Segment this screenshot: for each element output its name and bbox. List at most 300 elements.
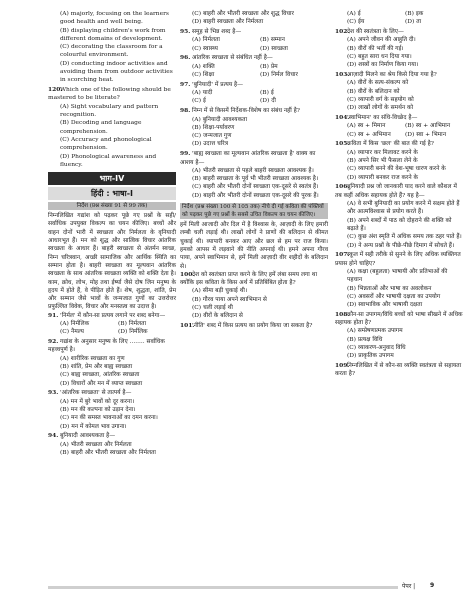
option-label: (C) <box>347 53 357 60</box>
question-number: 95. <box>180 28 191 36</box>
option-label: (A) <box>347 11 356 17</box>
option <box>335 285 463 293</box>
option-label: (B) <box>60 363 69 370</box>
option-text: निर्मलता <box>202 37 220 44</box>
option <box>347 122 405 130</box>
q107 <box>335 251 463 309</box>
option <box>118 328 176 336</box>
q101-options <box>335 10 463 27</box>
option-label: (D) <box>347 353 357 360</box>
footer-rule <box>48 586 398 589</box>
option <box>260 97 328 105</box>
column-left <box>48 10 176 459</box>
option <box>347 10 405 18</box>
option-label: (D) <box>60 60 70 67</box>
option <box>260 89 328 97</box>
page-footer <box>0 582 475 592</box>
q100 <box>180 271 328 321</box>
option <box>180 296 328 304</box>
option <box>192 71 260 79</box>
option-text: निर्मल विचार <box>271 72 298 79</box>
option-text: मन में कोमल भाव उगाना। <box>71 423 127 430</box>
option-row <box>180 71 328 79</box>
question-number: 97. <box>180 80 191 88</box>
question-text: कविता में किस 'छल' की बात की गई है? <box>347 141 434 148</box>
option <box>335 36 463 44</box>
option <box>347 131 405 139</box>
option-label: (B) <box>260 90 269 97</box>
section-bar-part-iv: भाग-IV <box>48 172 176 185</box>
question-text: गद्यांश के अनुसार मनुष्य के लिए ........ सर्वाधिक महत्त्वपूर्ण है। <box>48 339 165 354</box>
option <box>48 153 176 170</box>
option-label: (B) <box>260 37 269 44</box>
option-row <box>180 36 328 44</box>
option <box>405 122 463 130</box>
option-text: निर्मलता <box>128 321 147 327</box>
question-number: 108. <box>335 310 350 318</box>
option-label: (C) <box>192 72 202 79</box>
option <box>335 268 463 285</box>
question-number: 92. <box>48 338 59 346</box>
option-row <box>180 45 328 53</box>
option-text: दी <box>271 98 276 105</box>
q96 <box>180 54 328 79</box>
option <box>48 414 176 422</box>
option-text: चली लड़ाई थी <box>202 305 233 311</box>
option <box>347 18 405 26</box>
option-label: (A) <box>347 37 356 44</box>
option <box>180 10 328 18</box>
option <box>335 61 463 69</box>
option <box>48 27 176 44</box>
option-label: (B) <box>60 449 69 456</box>
question-text: देश की स्वतंत्रता के लिए— <box>347 29 404 36</box>
option-label: (D) <box>60 423 70 430</box>
question-number: 104. <box>335 114 350 122</box>
option-text: Accuracy and phonological comprehension. <box>60 136 152 152</box>
option-label: (C) <box>347 166 357 173</box>
option <box>48 103 176 120</box>
option <box>192 89 260 97</box>
option-text: बाहरी और भीतरी दोनों स्वच्छता एक-दूसरे से स्वतंत्र हैं। <box>202 184 319 191</box>
option-text: मन में बुरे भावों को दूर करना। <box>70 398 135 405</box>
option <box>192 97 260 105</box>
option-text: मन की समस्त भावनाओं का दमन करना। <box>70 415 158 422</box>
option <box>180 312 328 320</box>
option-text: वे सभी बुनियादी का प्रयोग करने में सक्षम होते हैं और आत्मविश्वास से प्रयोग करते हैं। <box>347 201 460 216</box>
option <box>260 63 328 71</box>
q98 <box>180 107 328 148</box>
option-text: विचारों और मन में व्याप्त स्वच्छता <box>71 380 143 387</box>
option-label: (A) <box>192 288 201 295</box>
question-number: 100. <box>180 270 195 278</box>
question-number: 99. <box>180 150 191 158</box>
option-text: शिक्षा <box>202 72 215 79</box>
option <box>335 327 463 335</box>
option <box>405 18 463 26</box>
q101 <box>180 322 328 330</box>
option-text: व्यापारी बनने की वेश-भूषा धारण करने के <box>357 166 446 173</box>
question-text: Which one of the following should be mastered to be literate? <box>48 87 171 102</box>
option-row <box>180 89 328 97</box>
option-label: (D) <box>192 313 202 320</box>
option <box>48 449 176 457</box>
option <box>48 380 176 388</box>
option <box>180 175 328 183</box>
option-text: यादी <box>202 90 213 97</box>
option <box>192 63 260 71</box>
option <box>48 363 176 371</box>
option-label: (A) <box>347 149 356 156</box>
option <box>60 328 118 336</box>
option <box>180 304 328 312</box>
question-number: 98. <box>180 107 191 115</box>
question-number: 105. <box>335 140 350 148</box>
option-text: स्व + अभिमान <box>357 131 391 138</box>
option <box>180 124 328 132</box>
option-label: (D) <box>347 62 357 69</box>
option-label: (D) <box>192 192 202 199</box>
column-middle <box>180 10 328 332</box>
option-text: ता <box>416 19 422 26</box>
option <box>48 441 176 449</box>
option-text: लाखों लोगों के समर्थन को <box>358 105 414 112</box>
option-text: शांति, प्रेम और बाह्य स्वच्छता <box>70 363 133 370</box>
question-text: 'आंतरिक स्वच्छता' से तात्पर्य है— <box>60 390 132 397</box>
option-label: (C) <box>347 19 357 26</box>
option-label: (C) <box>60 415 70 422</box>
q92 <box>48 338 176 388</box>
option-text: अपने सिर भी फैसला लेने के <box>357 158 418 165</box>
option-text: व्यापार कर मिलावट करने के <box>357 149 418 156</box>
option <box>405 131 463 139</box>
option <box>180 116 328 124</box>
option <box>335 157 463 165</box>
question-text: निम्नलिखित में से कौन-सा व्यक्ति स्वतंत्रता से सहायता करता है? <box>335 363 462 378</box>
poem-text: हमें मिली आजादी और दिल में है विश्वास के, आज़ादी के लिए हमारी लम्बी चली लड़ाई थी। लाखों लोगों ने प्राणों की बलिदान से कीमत चुकाई थी। व्यापारी बनकर आए और छल से हम पर राज किया। हमको आपस में लड़वाने की नीति अपनाई थी। हमने अपना गौरव पाया, अपने स्वाभिमान से, हमें मिली आज़ादी वीर शहीदों के बलिदान से। <box>180 222 328 270</box>
option <box>180 183 328 191</box>
question-number: 93. <box>48 389 59 397</box>
option <box>335 352 463 360</box>
option <box>48 60 176 85</box>
option-text: निर्मलिक <box>70 321 90 327</box>
option-label: (B) <box>347 217 356 224</box>
option-label: (C) <box>60 329 70 336</box>
option-text: प्रेम <box>270 63 278 70</box>
page-number: 9 <box>430 582 435 589</box>
option <box>335 233 463 241</box>
option-label: (A) <box>347 328 356 335</box>
option-label: (A) <box>60 441 69 448</box>
question-text: 'निर्मल' में कौन-सा प्रत्यय लगाने पर शब्द बनेगा— <box>60 312 166 319</box>
option-label: (C) <box>192 184 202 191</box>
q95 <box>180 28 328 53</box>
q91 <box>48 312 176 337</box>
option <box>335 242 463 250</box>
option <box>335 104 463 112</box>
question-text: 'बाह्य स्वच्छता का मूल्यवान आंतरिक स्वच्छता है' वाक्य का आशय है— <box>180 151 316 166</box>
option <box>48 423 176 431</box>
q103 <box>335 71 463 112</box>
option <box>335 336 463 344</box>
option-label: (B) <box>192 296 201 303</box>
option-label: (B) <box>347 45 356 52</box>
question-number: 101. <box>180 322 195 330</box>
option <box>48 136 176 153</box>
option-label: (B) <box>118 321 127 327</box>
option-label: (A) <box>60 11 69 17</box>
option-text: वीरों की भर्ती की गई। <box>357 45 404 52</box>
option-label: (B) <box>60 27 69 34</box>
instruction-banner: निर्देश (प्रश्न संख्या 91 से 99 तक) <box>48 202 176 210</box>
option <box>180 132 328 140</box>
option-text: ईय <box>357 19 365 26</box>
option-row <box>180 97 328 105</box>
option-text: व्याकरण-अनुवाद विधि <box>357 345 406 352</box>
q120 <box>48 86 176 169</box>
option-row <box>48 320 176 328</box>
option-text: ई <box>357 11 361 17</box>
option-text: Sight vocabulary and pattern recognition. <box>60 103 159 119</box>
option-label: (B) <box>192 124 201 131</box>
question-text: 'बुनियादी' में प्रत्यय है— <box>192 81 244 88</box>
option-label: (C) <box>192 133 202 140</box>
option <box>192 45 260 53</box>
question-text: बुनियादी आवश्यकता है— <box>60 433 116 440</box>
option-text: वीरों के बलिदान से <box>203 313 243 320</box>
option-label: (D) <box>192 141 202 148</box>
option-text: Phonological awareness and fluency. <box>60 153 157 168</box>
option-label: (A) <box>192 167 201 174</box>
option-label: (A) <box>192 90 201 97</box>
option <box>48 355 176 363</box>
question-text: निम्न में से किसमें निर्देशक-विशेष का संबंध नहीं है? <box>192 108 300 115</box>
option <box>48 43 176 60</box>
option-text: Decoding and language comprehension. <box>60 120 142 135</box>
option-text: भिन्नताओं और भाषा का अवलोकन <box>357 285 432 292</box>
option <box>335 344 463 352</box>
option <box>48 406 176 414</box>
question-number: 106. <box>335 183 350 191</box>
option-label: (D) <box>118 329 128 336</box>
option <box>335 293 463 301</box>
option-row <box>180 63 328 71</box>
option-label: (B) <box>60 406 69 413</box>
option-text: सम्मान <box>270 37 285 44</box>
option-text: सीमा बड़ी चुकाई थी। <box>202 288 248 295</box>
option <box>335 165 463 173</box>
option-label: (C) <box>192 45 202 52</box>
option-text: इक <box>415 11 424 17</box>
option-text: बाह्य स्वच्छता, आंतरिक स्वच्छता <box>70 372 140 379</box>
option-label: (D) <box>260 98 270 105</box>
option <box>260 45 328 53</box>
option <box>260 36 328 44</box>
option-label: (A) <box>192 116 201 123</box>
option-label: (C) <box>60 372 70 379</box>
option-label: (D) <box>347 174 357 181</box>
option <box>192 36 260 44</box>
option-text: majorly, focusing on the learners good health and well being. <box>60 11 169 26</box>
option-row <box>335 18 463 26</box>
option-label: (D) <box>60 380 70 387</box>
question-text: देश को स्वतंत्रता प्राप्त करने के लिए हमें लंबा समय लगा था क्योंकि इस कविता के किस अर्थ में प्रतिबिंबित होता है? <box>180 271 317 287</box>
option-text: बाहरी और भीतरी दोनों स्वच्छता एक-दूसरे की पूरक हैं। <box>203 192 319 199</box>
option-text: ई <box>270 90 274 97</box>
option <box>335 96 463 104</box>
option <box>180 192 328 200</box>
option <box>48 119 176 136</box>
option-text: जन्मजात गुण <box>202 133 232 140</box>
option-label: (B) <box>60 120 69 127</box>
option-label: (A) <box>60 103 69 110</box>
option-label: (D) <box>347 302 357 309</box>
option-label: (A) <box>60 321 69 327</box>
option-text: decorating the classroom for a colourful environment. <box>60 44 163 59</box>
option-text: शिक्षा-पर्यावरण <box>202 124 235 131</box>
option-label: (D) <box>260 45 270 52</box>
option-text: ने अन्य प्रश्नों के पीछे-पीछे दिमाग में सोचते हैं। <box>358 242 455 249</box>
option-text: displaying children's work from different domains of development. <box>60 27 166 42</box>
option-label: (A) <box>347 80 356 87</box>
option-text: स्व + मिमान <box>357 123 386 130</box>
footer-label: पेपर | <box>402 583 416 590</box>
option-text: वीरों के सत्य-संकल्प को <box>357 80 409 87</box>
option-label: (A) <box>347 123 356 130</box>
option-text: भीतरी स्वच्छता और निर्मलता <box>70 441 132 448</box>
option-label: (C) <box>60 44 70 51</box>
q99 <box>180 150 328 200</box>
instruction-banner-2: निर्देश (प्रश्न संख्या 100 से 105 तक) नीचे दी गई कविता की पंक्तियों को पढ़कर पूछे गए प्रश्नों के सबसे उचित विकल्प का चयन कीजिए। <box>180 203 328 219</box>
option <box>180 18 328 26</box>
option-text: व्यापारी बनकर राज करने के <box>358 174 419 181</box>
question-text: आंतरिक स्वच्छता से संबंधित नहीं है— <box>192 55 273 62</box>
option <box>48 371 176 379</box>
option-text: प्रत्यक्ष विधि <box>357 336 383 343</box>
option-text: conducting indoor activities and avoiding them from outdoor activities in scorching heat. <box>60 60 173 84</box>
option <box>335 45 463 53</box>
question-number: 91. <box>48 311 59 319</box>
q97 <box>180 81 328 106</box>
option-label: (C) <box>347 345 357 352</box>
option-label: (B) <box>347 285 356 292</box>
option-label: (D) <box>405 19 415 26</box>
option-label: (A) <box>347 268 356 275</box>
option <box>180 167 328 175</box>
option-label: (B) <box>405 11 414 17</box>
question-text: 'स्वाभिमान' का संधि-विच्छेद है— <box>347 115 418 122</box>
option-text: कक्षा (बहुलता) भाषायी और प्रतिभाओं की पहचान <box>347 268 448 284</box>
question-number: 94. <box>48 432 59 440</box>
option-text: शारीरिक स्वच्छता का गुण <box>70 355 125 362</box>
question-text: समूह से भिन्न शब्द है— <box>192 29 242 36</box>
option-text: ई <box>202 98 206 105</box>
option-text: वीरों के बलिदान को <box>357 88 400 95</box>
option <box>335 79 463 87</box>
option-label: (D) <box>260 72 270 79</box>
option-label: (A) <box>60 398 69 405</box>
option-row <box>335 122 463 130</box>
q104 <box>335 114 463 139</box>
option <box>180 140 328 148</box>
option-text: बाहरी स्वच्छता के पूर्व भी भीतरी स्वच्छता आवश्यक है। <box>202 176 319 183</box>
question-text: कौन-सा उपागम/विधि बच्चों को भाषा सीखने में अधिक सहायक होता है? <box>335 311 463 327</box>
option-label: (B) <box>260 63 269 70</box>
question-text: 'नीति' शब्द में किस प्रत्यय का प्रयोग किया जा सकता है? <box>192 323 313 330</box>
q119-options <box>48 10 176 85</box>
option-label: (C) <box>347 234 357 241</box>
option-text: कुछ अंश स्मृति में अधिक समय तक ठहर पाते हैं। <box>357 234 462 241</box>
option-text: स्व + आभिमान <box>415 123 451 130</box>
option-label: (C) <box>347 96 357 103</box>
option <box>335 200 463 217</box>
option-label: (B) <box>347 158 356 165</box>
option <box>60 320 118 328</box>
option <box>48 398 176 406</box>
question-number: 103. <box>335 71 350 79</box>
option-text: बहुत सारा धन दिया गया। <box>357 53 412 60</box>
option-label: (C) <box>347 293 357 300</box>
option-text: शक्ति <box>202 63 215 70</box>
q102 <box>335 28 463 69</box>
question-text: बुनियादी प्रश्न जो जानकारी याद करने वाले कौशल में तब कहीं अधिक सहायक होते हैं? यह है— <box>335 184 457 199</box>
option-label: (C) <box>192 11 202 17</box>
option <box>335 174 463 182</box>
option <box>335 149 463 157</box>
option-text: अपने जीवन की आहुति दी। <box>357 37 416 44</box>
option-label: (B) <box>405 123 414 130</box>
option <box>335 88 463 96</box>
q94-continued <box>180 10 328 27</box>
option-text: स्वास्थ्य <box>202 45 218 52</box>
question-number: 96. <box>180 54 191 62</box>
option <box>48 10 176 27</box>
option-row <box>335 131 463 139</box>
question-text: स्कूल में सही तरीके से सुनने के लिए अधिक व्यक्तिगत प्रयास होने चाहिए? <box>335 252 461 267</box>
option-label: (C) <box>60 136 70 143</box>
option-text: निर्मलिक <box>129 329 148 336</box>
q108 <box>335 311 463 361</box>
option <box>118 320 176 328</box>
option-label: (D) <box>192 19 202 26</box>
q106 <box>335 183 463 249</box>
q94 <box>48 432 176 457</box>
option-text: व्यापारी वर्ग के सहयोग को <box>357 96 414 103</box>
question-text: आज़ादी मिलने का श्रेय किसे दिया गया है? <box>347 72 437 79</box>
passage-text: निम्नलिखित गद्यांश को पढ़कर पूछे गए प्रश्नों के सही/सर्वाधिक उपयुक्त विकल्प का चयन कीजिए। बच्चों और वाहन दोनों भारी में स्वच्छता और निर्मलता के वृनियादी आधारभूत हैं। मन को शुद्ध और सात्विक विचार आंतरिक स्वच्छता के आधार हैं। बाहरी स्वच्छता से अंतर्मन स्वच्छ, निम्न चरित्रवान, अच्छी सामाजिक और आर्थिक स्थिति का सम्मान होता है। बाहरी स्वच्छता का मूल्यवान आंतरिक स्वच्छता के साथ आंतरिक स्वच्छता व्यक्ति को शक्ति देता है। काम, क्रोध, लोभ, मोह तथा ईर्ष्या जैसे दोष जिन मनुष्य के हृदय में होते हैं, वे पीड़ित होते हैं। शेष, शुद्धता, शांति, प्रेम और सम्मान जैसे भावों के जन्मजात गुणों का उत्तरोत्तर प्रफुल्लित विवेक, विचार और मनस्तत्व का उदात्त है। <box>48 213 176 311</box>
option-text: प्राकृतिक उपागम <box>358 353 394 360</box>
option-text: बाहरी और भीतरी स्वच्छता और निर्मलता <box>70 449 156 456</box>
question-number: 120. <box>48 86 63 94</box>
option-label: (D) <box>405 131 415 138</box>
option-label: (B) <box>192 176 201 183</box>
q93 <box>48 389 176 430</box>
option <box>335 53 463 61</box>
option <box>335 301 463 309</box>
option-text: उदात्त चरित्र <box>203 141 228 148</box>
q109 <box>335 362 463 379</box>
option-text: सम्प्रेषणात्मक उपागम <box>357 328 403 335</box>
option-label: (C) <box>192 98 202 105</box>
option-text: बाहरी स्वच्छता और निर्मलता <box>203 19 264 26</box>
question-number: 109. <box>335 362 350 370</box>
option-text: अवसरों और भाषायी दक्षता का उपयोग <box>357 293 441 300</box>
option <box>405 10 463 18</box>
option <box>260 71 328 79</box>
question-number: 107. <box>335 251 350 259</box>
option-label: (D) <box>60 153 70 160</box>
option-row <box>335 10 463 18</box>
